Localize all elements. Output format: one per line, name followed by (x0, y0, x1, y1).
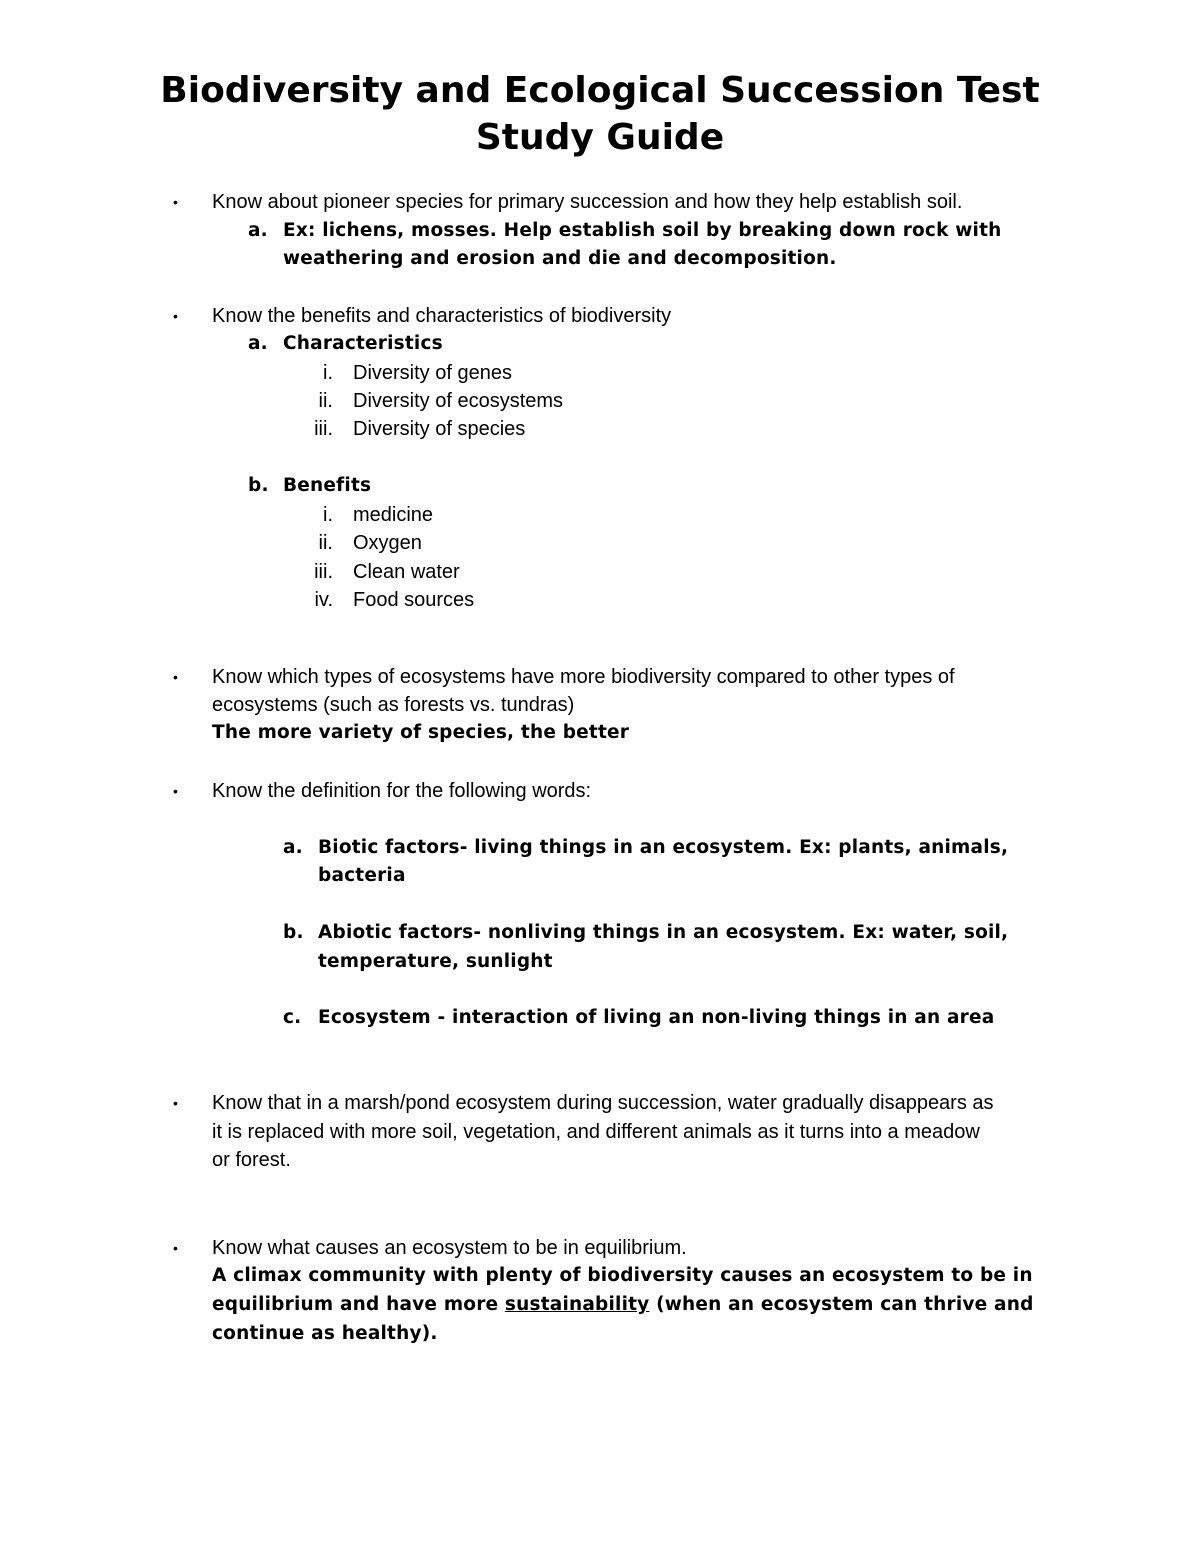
list-marker: b. (248, 475, 269, 496)
answer-text: A climax community with plenty of biodiversity causes an ecosystem to be in (212, 1265, 1033, 1286)
definition-ecosystem: Ecosystem - interaction of living an non-living things in an area (318, 1007, 995, 1028)
definition-biotic: Biotic factors- living things in an ecosystem. Ex: plants, animals, (318, 837, 1009, 858)
title-line-2: Study Guide (475, 117, 725, 158)
list-marker: ii. (318, 532, 333, 554)
list-item: Clean water (353, 561, 460, 583)
subheading-benefits: Benefits (283, 475, 372, 496)
bullet-text: it is replaced with more soil, vegetation, and different animals as it turns into a meadow (212, 1121, 980, 1143)
list-marker: b. (283, 922, 304, 943)
bullet-icon: • (173, 783, 178, 799)
list-marker: a. (248, 333, 268, 354)
list-marker: c. (283, 1007, 302, 1028)
list-marker: i. (323, 504, 333, 526)
answer-text: continue as healthy). (212, 1323, 438, 1344)
bullet-icon: • (173, 669, 178, 685)
subheading-characteristics: Characteristics (283, 333, 443, 354)
answer-text: Ex: lichens, mosses. Help establish soil by breaking down rock with (283, 220, 1002, 241)
bullet-text: Know about pioneer species for primary succession and how they help establish soil. (212, 191, 963, 213)
bullet-text: Know that in a marsh/pond ecosystem during succession, water gradually disappears as (212, 1092, 994, 1114)
list-marker: a. (248, 220, 268, 241)
title-line-1: Biodiversity and Ecological Succession Test (160, 70, 1040, 111)
bullet-icon: • (173, 194, 178, 210)
bullet-text: or forest. (212, 1149, 291, 1171)
list-marker: a. (283, 837, 303, 858)
bullet-text: Know what causes an ecosystem to be in equilibrium. (212, 1237, 687, 1259)
bullet-text: Know the definition for the following words: (212, 780, 592, 802)
list-marker: i. (323, 362, 333, 384)
bullet-text: ecosystems (such as forests vs. tundras) (212, 694, 575, 716)
definition-abiotic: temperature, sunlight (318, 951, 553, 972)
definition-abiotic: Abiotic factors- nonliving things in an ecosystem. Ex: water, soil, (318, 922, 1009, 943)
bullet-icon: • (173, 1240, 178, 1256)
bullet-text: Know which types of ecosystems have more biodiversity compared to other types of (212, 666, 955, 688)
answer-text-part: (when an ecosystem can thrive and (649, 1294, 1034, 1315)
page-title (0, 68, 1200, 161)
list-item: Diversity of ecosystems (353, 390, 564, 412)
list-marker: iv. (314, 589, 333, 611)
answer-text: weathering and erosion and die and decomposition. (283, 248, 837, 269)
list-marker: ii. (318, 390, 333, 412)
answer-text (212, 1291, 1034, 1319)
list-marker: iii. (314, 418, 333, 440)
sustainability-term: sustainability (504, 1294, 650, 1315)
answer-text-part: equilibrium and have more (212, 1294, 505, 1315)
list-item: Diversity of species (353, 418, 526, 440)
list-marker: iii. (314, 561, 333, 583)
list-item: medicine (353, 504, 434, 526)
definition-biotic: bacteria (318, 865, 406, 886)
list-item: Diversity of genes (353, 362, 512, 384)
list-item: Food sources (353, 589, 475, 611)
bullet-icon: • (173, 1095, 178, 1111)
bullet-text: Know the benefits and characteristics of biodiversity (212, 305, 672, 327)
list-item: Oxygen (353, 532, 422, 554)
answer-text: The more variety of species, the better (212, 722, 630, 743)
bullet-icon: • (173, 308, 178, 324)
